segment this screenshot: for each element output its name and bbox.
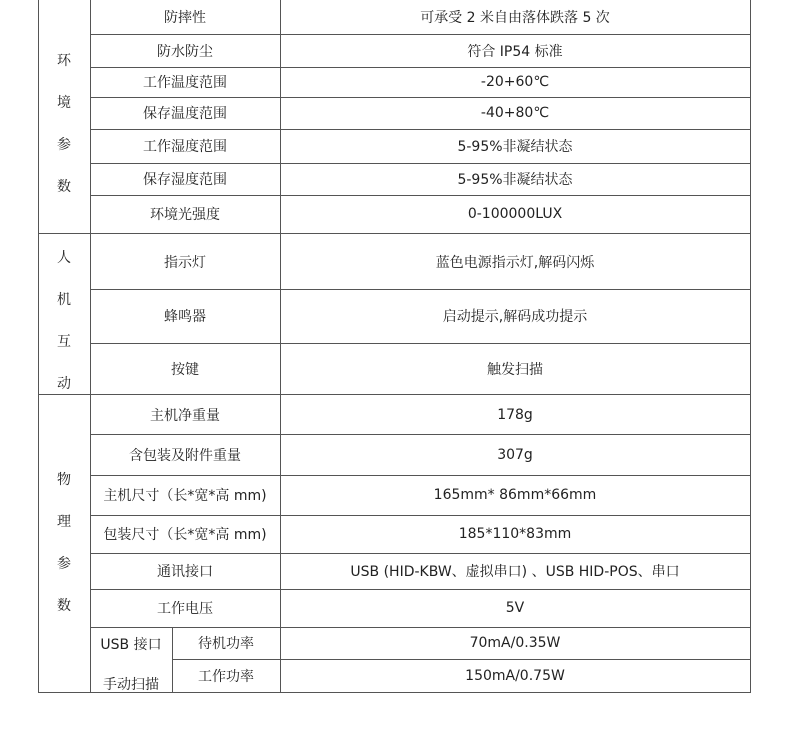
section-title-environment <box>38 36 90 212</box>
spec-value: 符合 IP54 标准 <box>467 43 563 60</box>
power-group-label: 手动扫描 <box>103 677 159 693</box>
section-title-char: 境 <box>57 95 71 111</box>
spec-label: 防摔性 <box>164 10 206 26</box>
section-title-interaction <box>38 236 90 406</box>
spec-value: 70mA/0.35W <box>469 635 561 651</box>
section-title-char: 理 <box>57 514 71 530</box>
spec-label: 保存温度范围 <box>143 106 227 122</box>
section-title-char: 机 <box>57 292 71 308</box>
spec-label: 蜂鸣器 <box>164 309 206 325</box>
spec-value: USB (HID-KBW、虚拟串口) 、USB HID-POS、串口 <box>350 564 680 580</box>
spec-label: 按键 <box>171 361 199 378</box>
section-title-char: 人 <box>57 250 71 266</box>
spec-label: 含包装及附件重量 <box>129 447 241 464</box>
power-group-label: USB 接口 <box>100 637 162 653</box>
spec-label: 待机功率 <box>198 636 254 652</box>
spec-label: 包装尺寸（长*宽*高 mm) <box>103 527 267 543</box>
section-title-char: 参 <box>57 137 71 153</box>
spec-label: 工作功率 <box>198 668 254 685</box>
spec-label: 主机尺寸（长*宽*高 mm) <box>103 488 267 504</box>
spec-label: 指示灯 <box>164 254 206 271</box>
spec-label: 保存湿度范围 <box>143 172 227 188</box>
section-title-char: 数 <box>57 179 71 195</box>
section-title-char: 动 <box>57 376 71 392</box>
spec-label: 主机净重量 <box>150 407 220 424</box>
spec-label: 工作温度范围 <box>143 75 227 91</box>
section-title-char: 数 <box>57 598 71 614</box>
spec-value: 307g <box>497 446 533 463</box>
spec-value: 触发扫描 <box>487 361 543 378</box>
spec-label: 环境光强度 <box>150 207 220 223</box>
spec-label: 工作电压 <box>157 601 213 617</box>
spec-value: 5V <box>505 600 525 616</box>
spec-value: 5-95%非凝结状态 <box>457 139 573 155</box>
section-title-char: 互 <box>57 334 71 350</box>
spec-label: 防水防尘 <box>157 43 213 60</box>
section-title-physical <box>38 458 90 628</box>
spec-value: 蓝色电源指示灯,解码闪烁 <box>435 254 595 271</box>
section-title-char: 环 <box>57 53 71 69</box>
section-title-char: 物 <box>57 472 71 488</box>
spec-value: -40+80℃ <box>480 105 550 121</box>
spec-value: 185*110*83mm <box>458 526 572 542</box>
spec-value: 178g <box>497 406 533 423</box>
spec-table <box>38 0 751 693</box>
spec-label: 工作湿度范围 <box>143 139 227 155</box>
spec-value: 5-95%非凝结状态 <box>457 172 573 188</box>
spec-label: 通讯接口 <box>157 564 213 580</box>
spec-value: 165mm* 86mm*66mm <box>433 487 597 503</box>
spec-value: 启动提示,解码成功提示 <box>442 309 588 325</box>
section-title-char: 参 <box>57 556 71 572</box>
spec-value: 0-100000LUX <box>467 206 563 222</box>
spec-value: -20+60℃ <box>480 74 550 90</box>
spec-value: 可承受 2 米自由落体跌落 5 次 <box>420 10 610 26</box>
spec-value: 150mA/0.75W <box>465 667 565 684</box>
